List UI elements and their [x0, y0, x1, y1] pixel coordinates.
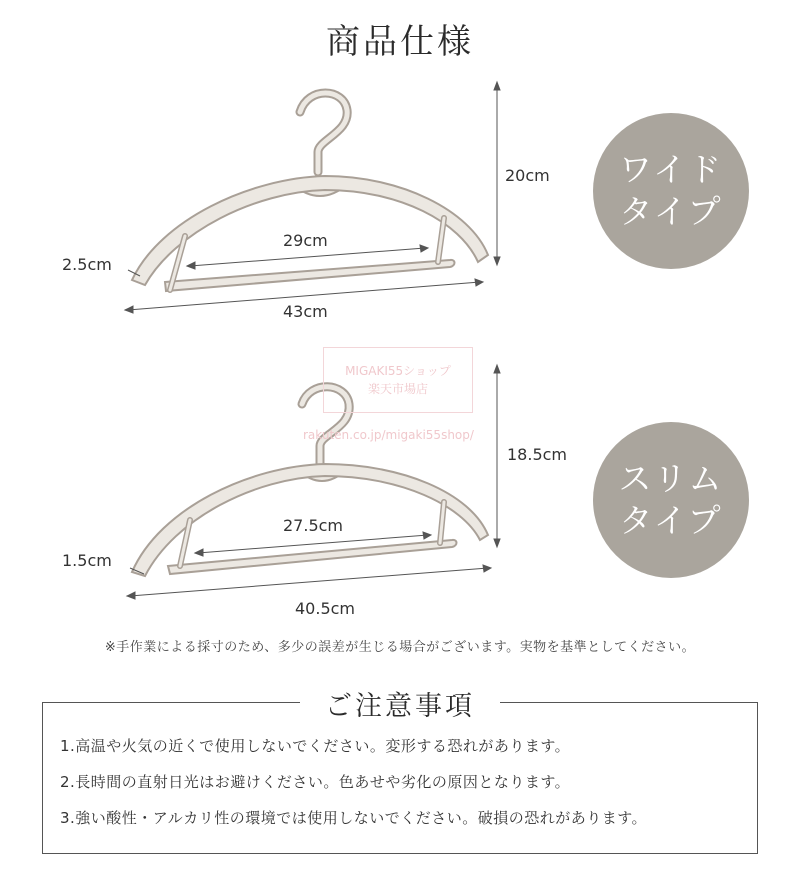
watermark-shop-name: MIGAKI55ショップ: [345, 364, 451, 378]
watermark-url: rakuten.co.jp/migaki55shop/: [303, 428, 474, 442]
slim-badge-line1: スリム: [618, 459, 724, 498]
wide-width-label: 43cm: [283, 302, 328, 321]
wide-inner-width-label: 29cm: [283, 231, 328, 250]
wide-depth-label: 2.5cm: [62, 255, 112, 274]
wide-badge-line2: タイプ: [619, 192, 723, 231]
caution-item-1: 1.高温や火気の近くで使用しないでください。変形する恐れがあります。: [60, 737, 571, 755]
measurement-note: ※手作業による採寸のため、多少の誤差が生じる場合がございます。実物を基準としてください。: [104, 640, 696, 655]
slim-type-badge: [593, 422, 749, 578]
wide-type-badge: [593, 113, 749, 269]
caution-item-2: 2.長時間の直射日光はお避けください。色あせや劣化の原因となります。: [60, 773, 571, 791]
slim-hanger-illustration: [132, 387, 488, 576]
slim-width-label: 40.5cm: [295, 599, 356, 618]
caution-item-3: 3.強い酸性・アルカリ性の環境では使用しないでください。破損の恐れがあります。: [60, 809, 648, 827]
shop-watermark: [323, 347, 473, 413]
wide-badge-line1: ワイド: [618, 150, 723, 189]
slim-height-label: 18.5cm: [507, 445, 568, 464]
caution-title: ご注意事項: [300, 684, 500, 723]
slim-inner-width-label: 27.5cm: [283, 516, 344, 535]
page-title: 商品仕様: [326, 22, 474, 62]
slim-depth-label: 1.5cm: [62, 551, 112, 570]
wide-hanger-illustration: [132, 93, 488, 291]
slim-badge-line2: タイプ: [619, 501, 723, 540]
wide-height-label: 20cm: [505, 166, 550, 185]
watermark-shop-store: 楽天市場店: [367, 382, 428, 396]
